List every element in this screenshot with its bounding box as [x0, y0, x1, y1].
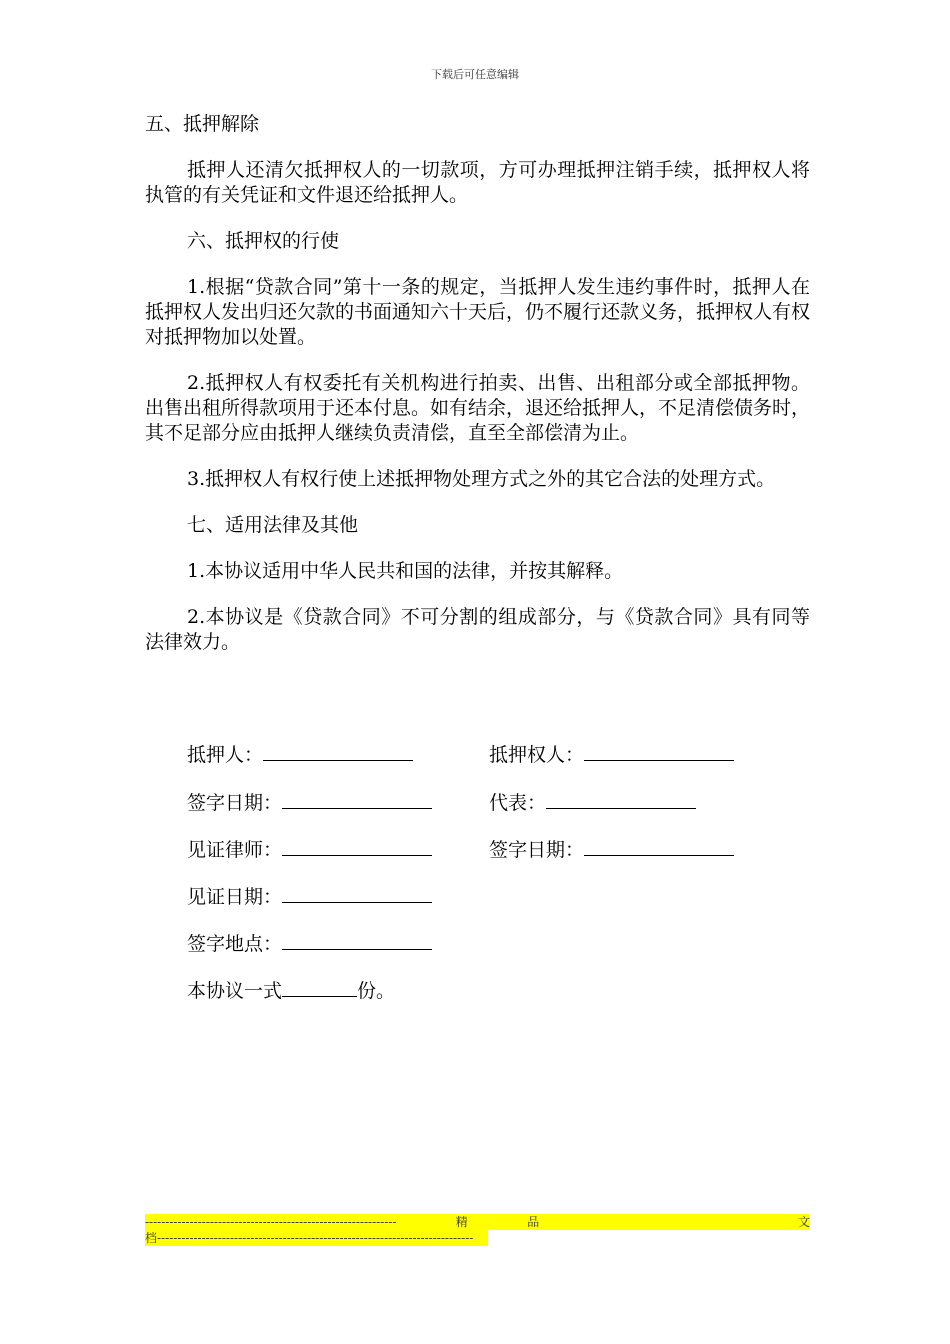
signature-row-3 — [145, 835, 810, 860]
sign-place-field — [187, 929, 432, 956]
copies-field — [187, 976, 395, 1003]
copies-line — [282, 979, 357, 997]
section-5-paragraph: 抵押人还清欠抵押权人的一切款项，方可办理抵押注销手续，抵押权人将执管的有关凭证和文件退还给抵押人。 — [145, 159, 810, 206]
page-header: 下载后可任意编辑 — [431, 68, 519, 81]
section-5-title: 五、抵押解除 — [145, 113, 260, 135]
section-7-title: 七、适用法律及其他 — [187, 514, 359, 536]
sign-place-label: 签字地点： — [187, 933, 283, 955]
section-6-title: 六、抵押权的行使 — [187, 230, 340, 252]
signature-row-2 — [145, 788, 810, 813]
representative-label: 代表： — [489, 792, 547, 814]
footer-word-2: 品 — [527, 1215, 540, 1229]
mortgagee-line — [584, 743, 734, 761]
footer-word-3: 文 — [797, 1215, 810, 1229]
signature-row-5 — [145, 929, 810, 954]
page-footer — [145, 1214, 810, 1250]
witness-lawyer-line — [282, 838, 432, 856]
mortgagor-field — [187, 740, 413, 767]
sign-date-left-label: 签字日期： — [187, 792, 283, 814]
footer-line-1 — [145, 1214, 810, 1230]
sign-date-right-label: 签字日期： — [489, 839, 585, 861]
mortgagor-line — [263, 743, 413, 761]
mortgagor-label: 抵押人： — [187, 744, 264, 766]
witness-date-line — [282, 885, 432, 903]
section-6-paragraph-1: 1.根据“贷款合同”第十一条的规定，当抵押人发生违约事件时，抵押人在抵押权人发出归还欠款的书面通知六十天后，仍不履行还款义务，抵押权人有权对抵押物加以处置。 — [145, 276, 811, 348]
sign-date-left-line — [282, 791, 432, 809]
copies-prefix: 本协议一式 — [187, 980, 283, 1002]
section-7-paragraph-2: 2.本协议是《贷款合同》不可分割的组成部分，与《贷款合同》具有同等法律效力。 — [145, 606, 810, 653]
sign-date-left-field — [187, 788, 432, 815]
footer-line-2: 档------------------------------------------------------------------------------ — [145, 1230, 488, 1246]
copies-suffix: 份。 — [357, 980, 396, 1002]
document-body — [145, 112, 810, 676]
witness-lawyer-label: 见证律师： — [187, 839, 283, 861]
witness-lawyer-field — [187, 835, 432, 862]
section-6-paragraph-3: 3.抵押权人有权行使上述抵押物处理方式之外的其它合法的处理方式。 — [187, 468, 776, 490]
mortgagee-field — [489, 740, 734, 767]
signature-row-6 — [145, 976, 810, 1001]
footer-dashes: -------------------------------------------------------------- — [145, 1215, 397, 1229]
witness-date-field — [187, 882, 432, 909]
sign-date-right-field — [489, 835, 734, 862]
section-6-paragraph-2: 2.抵押权人有权委托有关机构进行拍卖、出售、出租部分或全部抵押物。出售出租所得款项用于还本付息。如有结余，退还给抵押人，不足清偿债务时，其不足部分应由抵押人继续负责清偿，直至全部偿清为止。 — [145, 372, 811, 444]
signature-row-4 — [145, 882, 810, 907]
section-7-paragraph-1: 1.本协议适用中华人民共和国的法律，并按其解释。 — [187, 560, 624, 582]
mortgagee-label: 抵押权人： — [489, 744, 585, 766]
footer-word-1: 精 — [455, 1215, 468, 1229]
signature-row-1 — [145, 740, 810, 765]
sign-date-right-line — [584, 838, 734, 856]
sign-place-line — [282, 932, 432, 950]
representative-field — [489, 788, 696, 815]
representative-line — [546, 791, 696, 809]
witness-date-label: 见证日期： — [187, 886, 283, 908]
